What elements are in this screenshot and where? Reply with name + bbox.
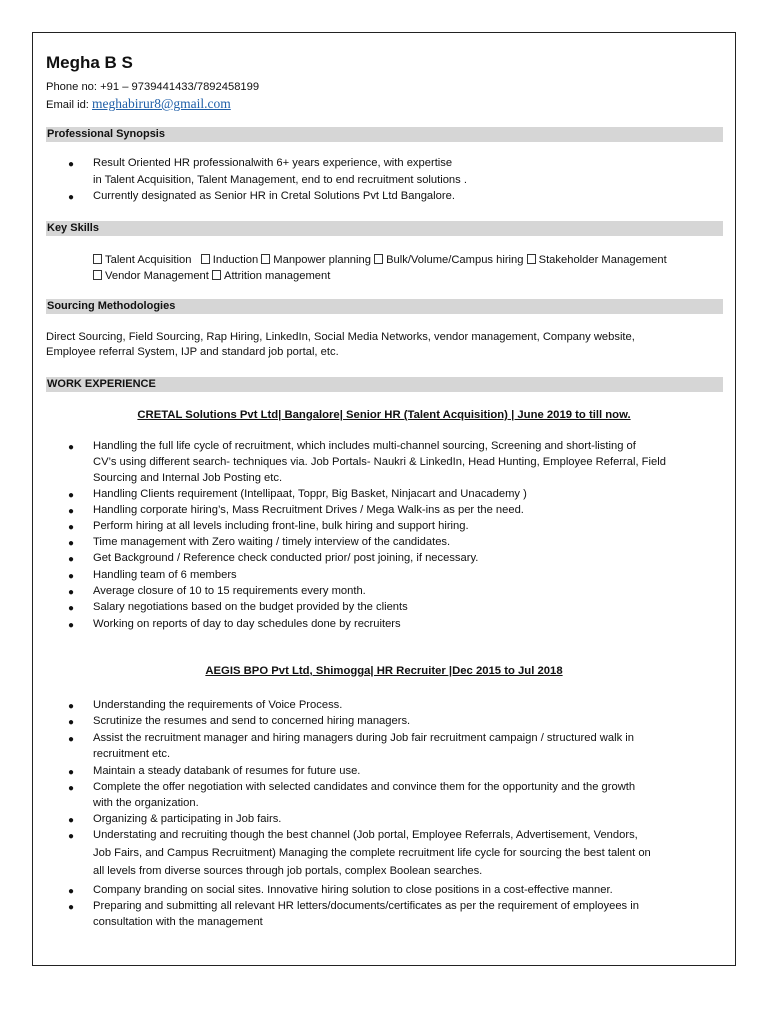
section-title: Key Skills xyxy=(47,222,99,234)
skill-item: Vendor Management xyxy=(105,270,209,282)
phone-line: Phone no: +91 – 9739441433/7892458199 xyxy=(46,81,260,93)
skills-list xyxy=(93,252,673,284)
job1-bullet-10: Working on reports of day to day schedules done by recruiters xyxy=(93,618,401,630)
bullet-icon: ● xyxy=(68,538,75,549)
section-header-sourcing xyxy=(46,299,723,314)
bullet-icon: ● xyxy=(68,620,75,631)
job2-bullet-7-cont: all levels from diverse sources through job portals, complex Boolean searches. xyxy=(93,865,483,877)
bullet-icon: ● xyxy=(68,902,75,913)
email-label: Email id: xyxy=(46,99,89,111)
skill-item: Manpower planning xyxy=(273,254,371,266)
synopsis-bullet-1: Result Oriented HR professionalwith 6+ years experience, with expertise xyxy=(93,157,453,169)
job2-bullet-8: Company branding on social sites. Innovative hiring solution to close positions in a cost-effective manner. xyxy=(93,884,613,896)
job1-bullet-5: Time management with Zero waiting / timely interview of the candidates. xyxy=(93,536,451,548)
job1-bullet-3: Handling corporate hiring’s, Mass Recruitment Drives / Mega Walk-ins as per the need. xyxy=(93,504,524,516)
section-header-key-skills xyxy=(46,221,723,236)
bullet-icon: ● xyxy=(68,767,75,778)
section-title: Sourcing Methodologies xyxy=(47,300,176,312)
job2-bullet-7-cont: Job Fairs, and Campus Recruitment) Managing the complete recruitment life cycle for sourcing the best talent on xyxy=(93,847,651,859)
bullet-icon: ● xyxy=(68,506,75,517)
job1-bullet-1: Handling the full life cycle of recruitment, which includes multi-channel sourcing, Screening and short-listing of xyxy=(93,440,636,452)
checkbox-icon xyxy=(212,270,221,280)
job1-bullet-2: Handling Clients requirement (Intellipaat, Toppr, Big Basket, Ninjacart and Unacademy ) xyxy=(93,488,527,500)
email-link[interactable]: meghabirur8@gmail.com xyxy=(92,96,231,111)
synopsis-bullet-2: Currently designated as Senior HR in Cretal Solutions Pvt Ltd Bangalore. xyxy=(93,190,455,202)
bullet-icon: ● xyxy=(68,831,75,842)
bullet-icon: ● xyxy=(68,522,75,533)
job1-bullet-4: Perform hiring at all levels including front-line, bulk hiring and support hiring. xyxy=(93,520,469,532)
job1-bullet-9: Salary negotiations based on the budget provided by the clients xyxy=(93,601,408,613)
checkbox-icon xyxy=(93,254,102,264)
bullet-icon: ● xyxy=(68,490,75,501)
candidate-name: Megha B S xyxy=(46,53,133,72)
synopsis-bullet-1-cont: in Talent Acquisition, Talent Management, end to end recruitment solutions . xyxy=(93,174,467,186)
checkbox-icon xyxy=(374,254,383,264)
bullet-icon: ● xyxy=(68,734,75,745)
job2-bullet-9: Preparing and submitting all relevant HR letters/documents/certificates as per the requirement of employees in xyxy=(93,900,639,912)
bullet-icon: ● xyxy=(68,783,75,794)
bullet-icon: ● xyxy=(68,603,75,614)
sourcing-line-1: Direct Sourcing, Field Sourcing, Rap Hiring, LinkedIn, Social Media Networks, vendor management, Company website, xyxy=(46,331,635,343)
job1-bullet-1-cont: Sourcing and Internal Job Posting etc. xyxy=(93,472,283,484)
job2-bullet-5-cont: with the organization. xyxy=(93,797,199,809)
bullet-icon: ● xyxy=(68,886,75,897)
job1-bullet-6: Get Background / Reference check conducted prior/ post joining, if necessary. xyxy=(93,552,479,564)
job1-bullet-8: Average closure of 10 to 15 requirements every month. xyxy=(93,585,366,597)
bullet-icon: ● xyxy=(68,815,75,826)
bullet-icon: ● xyxy=(68,701,75,712)
bullet-icon: ● xyxy=(68,192,75,203)
job2-bullet-6: Organizing & participating in Job fairs. xyxy=(93,813,282,825)
sourcing-line-2: Employee referral System, IJP and standard job portal, etc. xyxy=(46,346,339,358)
checkbox-icon xyxy=(527,254,536,264)
bullet-icon: ● xyxy=(68,554,75,565)
job2-bullet-1: Understanding the requirements of Voice Process. xyxy=(93,699,343,711)
bullet-icon: ● xyxy=(68,587,75,598)
skill-item: Attrition management xyxy=(223,270,331,282)
skill-item: Talent Acquisition xyxy=(105,254,192,266)
job2-bullet-7: Understating and recruiting though the best channel (Job portal, Employee Referrals, Advertisement, Vendors, xyxy=(93,829,638,841)
job1-bullet-7: Handling team of 6 members xyxy=(93,569,237,581)
job2-bullet-9-cont: consultation with the management xyxy=(93,916,263,928)
job2-bullet-2: Scrutinize the resumes and send to concerned hiring managers. xyxy=(93,715,411,727)
job2-bullet-5: Complete the offer negotiation with selected candidates and convince them for the opportunity and the growth xyxy=(93,781,636,793)
section-header-work-experience xyxy=(46,377,723,392)
skill-item: Induction xyxy=(212,254,259,266)
job2-bullet-4: Maintain a steady databank of resumes for future use. xyxy=(93,765,361,777)
job-title-aegis: AEGIS BPO Pvt Ltd, Shimogga| HR Recruiter |Dec 2015 to Jul 2018 xyxy=(205,665,563,677)
section-title: WORK EXPERIENCE xyxy=(47,378,156,390)
job1-bullet-1-cont: CV’s using different search- techniques via. Job Portals- Naukri & LinkedIn, Head Hunting, Employee Referral, Field xyxy=(93,456,666,468)
job2-bullet-3: Assist the recruitment manager and hiring managers during Job fair recruitment campaign / structured walk in xyxy=(93,732,634,744)
skill-item: Stakeholder Management xyxy=(538,254,667,266)
email-line xyxy=(46,96,231,112)
bullet-icon: ● xyxy=(68,717,75,728)
job2-bullet-3-cont: recruitment etc. xyxy=(93,748,171,760)
checkbox-icon xyxy=(201,254,210,264)
skill-item: Bulk/Volume/Campus hiring xyxy=(386,254,524,266)
checkbox-icon xyxy=(93,270,102,280)
bullet-icon: ● xyxy=(68,571,75,582)
job-title-cretal: CRETAL Solutions Pvt Ltd| Bangalore| Senior HR (Talent Acquisition) | June 2019 to till now. xyxy=(137,409,631,421)
bullet-icon: ● xyxy=(68,159,75,170)
bullet-icon: ● xyxy=(68,442,75,453)
section-header-synopsis xyxy=(46,127,723,142)
checkbox-icon xyxy=(261,254,270,264)
section-title: Professional Synopsis xyxy=(47,128,165,140)
